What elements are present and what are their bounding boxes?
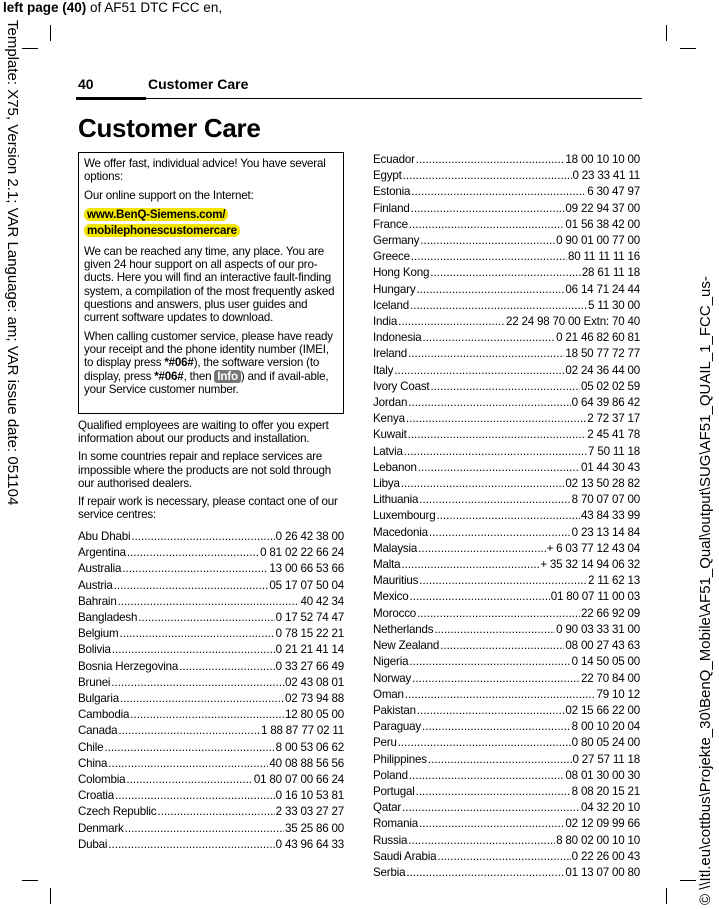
dot-leader [411,249,567,265]
phone-number: 0 90 01 00 77 00 [556,234,640,248]
dot-leader [398,735,571,751]
dot-leader [420,233,555,249]
dot-leader [404,444,587,460]
service-centre-row [373,298,640,314]
dot-leader [130,707,284,723]
phone-number: 8 80 02 00 10 10 [556,833,640,847]
country-name: Argentina [78,546,126,560]
dot-leader [437,849,570,865]
country-name: Mauritius [373,574,419,588]
country-name: Finland [373,201,410,215]
country-name: Ireland [373,347,408,361]
service-centre-list-right [373,152,640,881]
country-name: Paraguay [373,720,422,734]
service-centre-row [373,525,640,541]
dot-leader [406,411,586,427]
dot-leader [418,460,580,476]
country-name: Croatia [78,789,114,803]
dot-leader [104,740,274,756]
dot-leader [112,642,275,658]
country-name: Dubai [78,837,108,851]
phone-number: 0 21 46 82 60 81 [556,331,640,345]
phone-number: 8 70 07 07 00 [571,493,640,507]
country-name: Serbia [373,865,406,879]
service-centre-row [373,589,640,605]
country-name: Iceland [373,298,409,312]
dot-leader [131,529,274,545]
phone-number: 40 08 88 56 56 [269,756,344,770]
service-centre-row [373,152,640,168]
service-centre-row [373,330,640,346]
section-title: Customer Care [148,76,249,92]
dot-leader [416,784,571,800]
service-centre-row [373,395,640,411]
dot-leader [138,610,274,626]
service-centre-row [373,411,640,427]
phone-number: 08 00 27 43 63 [565,639,640,653]
crop-mark [666,25,667,41]
support-url[interactable]: www.BenQ-Siemens.com/ mobilephonescustomercare [84,207,338,239]
service-centre-row [78,626,344,642]
service-centre-row [373,865,640,881]
phone-number: 22 66 92 09 [580,606,640,620]
dot-leader [406,865,564,881]
dot-leader [416,152,565,168]
crop-mark [22,880,38,881]
dot-leader [120,626,275,642]
country-name: Mexico [373,590,409,604]
service-centre-row [373,687,640,703]
phone-number: 6 30 47 97 [587,185,640,199]
service-centre-row [78,610,344,626]
country-name: Malta [373,558,401,572]
service-centre-row [78,675,344,691]
phone-number: 12 80 05 00 [284,708,344,722]
phone-number: 0 27 57 11 18 [572,752,640,766]
support-info-box [78,152,344,414]
page-number: 40 [78,76,94,92]
phone-number: 2 33 03 27 27 [275,805,344,819]
service-centre-row [373,314,640,330]
service-centre-row [373,363,640,379]
phone-number: 8 08 20 15 21 [571,784,640,798]
country-name: Latvia [373,444,403,458]
country-name: Luxembourg [373,509,436,523]
phone-number: 0 26 42 38 00 [275,530,344,543]
phone-number: 0 64 39 86 42 [571,396,640,410]
phone-number: 0 90 03 33 31 00 [556,622,640,636]
service-centre-row [78,691,344,707]
country-name: Chile [78,740,104,754]
phone-number: 01 80 07 11 00 03 [550,590,640,604]
service-centre-row [373,168,640,184]
phone-number: 01 44 30 43 [580,460,640,474]
dot-leader [401,557,539,573]
service-centre-row [373,833,640,849]
phone-number: 01 80 07 00 66 24 [253,773,344,787]
phone-number: 02 12 09 99 66 [565,817,640,831]
dot-leader [403,168,572,184]
service-centre-row [373,265,640,281]
country-name: Brunei [78,675,111,689]
service-centre-row [78,659,344,675]
phone-number: 0 14 50 05 00 [571,655,640,669]
dot-leader [108,756,268,772]
dot-leader [430,379,580,395]
phone-number: 02 43 08 01 [284,675,344,689]
dot-leader [412,671,580,687]
country-name: Philippines [373,752,427,766]
country-name: Qatar [373,801,401,815]
country-name: Canada [78,724,118,738]
phone-number: 18 00 10 10 00 [565,153,640,166]
phone-number: 2 45 41 78 [587,428,640,442]
dot-leader [122,561,268,577]
dot-leader [408,833,555,849]
service-centre-row [373,541,640,557]
template-info-margin: Template: X75, Version 2.1; VAR Language: am; VAR issue date: 051104 [4,20,21,506]
service-centre-row [373,735,640,751]
phone-number: + 35 32 14 94 06 32 [540,558,640,572]
country-name: Belgium [78,627,119,641]
body-paragraph: Qualified employees are waiting to offer you expert information about our products and installation. [78,419,329,446]
service-centre-row [78,545,344,561]
country-name: China [78,756,108,770]
service-centre-row [373,703,640,719]
phone-number: 04 32 20 10 [580,801,640,815]
service-centre-row [373,768,640,784]
country-name: Norway [373,671,412,685]
phone-number: 02 13 50 28 82 [565,477,640,491]
dot-leader [125,821,284,837]
phone-number: 5 11 30 00 [588,298,640,312]
phone-number: 02 15 66 22 00 [565,703,640,717]
crop-mark [680,880,696,881]
phone-number: 01 56 38 42 00 [565,217,640,231]
country-name: Hungary [373,282,416,296]
service-centre-row [373,719,640,735]
country-name: New Zealand [373,639,440,653]
service-centre-row [373,849,640,865]
country-name: Saudi Arabia [373,849,437,863]
country-name: Libya [373,477,400,491]
service-centre-row [373,233,640,249]
phone-number: 0 17 52 74 47 [275,611,344,625]
box-paragraph-imei: When calling customer service, please have ready your receipt and the phone identity number (IMEI, to display press *#06#), the software version (to display, press *#06#, then Info ) and if avail-able, your Service customer number. [84,329,333,396]
dot-leader [419,573,587,589]
country-name: Egypt [373,169,402,183]
service-centre-row [78,578,344,594]
country-name: Kenya [373,412,405,426]
country-name: Denmark [78,821,124,835]
country-name: Hong Kong [373,266,430,280]
dot-leader [409,217,565,233]
country-name: Malaysia [373,541,418,555]
phone-number: 2 72 37 17 [587,412,640,426]
phone-number: 06 14 71 24 44 [565,282,640,296]
phone-number: 1 88 87 77 02 11 [261,724,344,738]
box-paragraph: Our online support on the Internet: [84,188,254,202]
country-name: Oman [373,687,404,701]
country-name: Greece [373,250,410,264]
dot-leader [436,508,580,524]
country-name: Russia [373,833,408,847]
dot-leader [111,675,284,691]
service-centre-row [373,184,640,200]
country-name: Australia [78,562,122,576]
dot-leader [411,184,586,200]
service-centre-row [373,476,640,492]
country-name: Italy [373,363,394,377]
country-name: Lebanon [373,460,417,474]
service-centre-row [78,804,344,820]
country-name: Bulgaria [78,692,119,706]
dot-leader [157,804,274,820]
crop-mark [50,888,51,904]
service-centre-row [373,784,640,800]
dot-leader [428,752,572,768]
phone-number: 7 50 11 18 [588,444,640,458]
country-name: Indonesia [373,331,422,345]
dot-leader [430,265,581,281]
service-centre-row [373,622,640,638]
dot-leader [418,541,545,557]
crop-mark [666,888,667,904]
phone-number: 43 84 33 99 [580,509,640,523]
dot-leader [429,525,571,541]
phone-number: 0 80 05 24 00 [571,736,640,750]
dot-leader [408,427,587,443]
service-centre-row [373,427,640,443]
country-name: Romania [373,817,418,831]
body-paragraph: If repair work is necessary, please contact one of our service centres: [78,495,338,522]
dot-leader [419,492,570,508]
service-centre-row [373,638,640,654]
country-name: France [373,217,408,231]
dot-leader [398,314,505,330]
phone-number: 80 11 11 11 16 [568,250,640,264]
phone-number: 40 42 34 [300,594,344,608]
service-centre-row [373,444,640,460]
page-title: Customer Care [78,113,261,143]
country-name: Pakistan [373,703,416,717]
dot-leader [115,788,275,804]
page-source-note: left page (40) of AF51 DTC FCC en, [3,0,223,15]
country-name: India [373,315,398,329]
service-centre-row [78,723,344,739]
phone-number: 0 81 02 22 66 24 [260,546,344,560]
phone-number: 09 22 94 37 00 [565,201,640,215]
body-paragraph: In some countries repair and replace services are impossible where the products are not sold through our authorised dealers. [78,450,331,490]
crop-mark [22,48,38,49]
phone-number: 0 43 96 64 33 [275,837,344,851]
box-paragraph: We offer fast, individual advice! You have several options: [84,157,326,184]
crop-mark [680,48,696,49]
country-name: Morocco [373,606,417,620]
service-centre-row [373,671,640,687]
box-paragraph: We can be reached any time, any place. You are given 24 hour support on all aspects of our pro-ducts. Here you will find an interactive fault-finding system, a compilation of the most frequently asked questions and answers, plus user guides and current software updates to download. [84,244,335,325]
info-softkey: Info [214,370,240,383]
dot-leader [114,578,269,594]
dot-leader [405,687,596,703]
country-name: Jordan [373,396,408,410]
dot-leader [417,606,580,622]
country-name: Bolivia [78,643,111,657]
dot-leader [440,638,564,654]
country-name: Ivory Coast [373,379,430,393]
phone-number: + 6 03 77 12 43 04 [546,541,640,555]
dot-leader [394,363,564,379]
country-name: Austria [78,578,113,592]
dot-leader [417,703,565,719]
phone-number: 0 22 26 00 43 [571,849,640,863]
service-centre-row [373,249,640,265]
dot-leader [179,659,275,675]
file-path-margin: © \\Itl.eu\cottbus\Projekte_30\BenQ_Mobile\AF51_Qual\output\SUG\AF51_QUAIL_1_FCC_us- [697,276,714,905]
header-rule-thin [146,98,642,99]
dot-leader [118,723,260,739]
service-centre-row [373,201,640,217]
intro-text [78,419,348,526]
dot-leader [408,395,570,411]
service-centre-row [373,346,640,362]
dot-leader [410,589,550,605]
dot-leader [416,282,564,298]
dot-leader [118,594,300,610]
service-centre-row [373,217,640,233]
country-name: Nigeria [373,655,409,669]
service-centre-row [373,460,640,476]
dot-leader [126,772,253,788]
country-name: Colombia [78,773,126,787]
service-centre-row [373,752,640,768]
service-centre-row [373,282,640,298]
service-centre-row [373,606,640,622]
country-name: Poland [373,768,408,782]
phone-number: 0 23 33 41 11 [572,169,640,183]
country-name: Ecuador [373,153,415,166]
phone-number: 05 17 07 50 04 [269,578,344,592]
service-centre-row [78,561,344,577]
phone-number: 28 61 11 18 [581,266,640,280]
phone-number: 35 25 86 00 [284,821,344,835]
country-name: Abu Dhabi [78,530,131,543]
phone-number: 8 00 10 20 04 [571,720,640,734]
dot-leader [401,476,565,492]
phone-number: 0 23 13 14 84 [571,525,640,539]
country-name: Czech Republic [78,805,157,819]
country-name: Kuwait [373,428,407,442]
dot-leader [411,201,565,217]
service-centre-row [373,492,640,508]
phone-number: 0 16 10 53 81 [275,789,344,803]
phone-number: 02 24 36 44 00 [565,363,640,377]
service-centre-row [373,816,640,832]
country-name: Estonia [373,185,411,199]
service-centre-row [78,707,344,723]
dot-leader [402,800,580,816]
service-centre-row [373,573,640,589]
phone-number: 79 10 12 [596,687,640,701]
phone-number: 0 21 21 41 14 [275,643,344,657]
phone-number: 8 00 53 06 62 [275,740,344,754]
dot-leader [127,545,259,561]
header-rule-thick [76,97,146,100]
country-name: Cambodia [78,708,130,722]
dot-leader [422,719,571,735]
dot-leader [409,654,570,670]
phone-number: 13 00 66 53 66 [269,562,344,576]
phone-number: 2 11 62 13 [588,574,640,588]
country-name: Lithuania [373,493,419,507]
service-centre-row [78,594,344,610]
service-centre-row [78,529,344,545]
dot-leader [422,330,555,346]
dot-leader [434,622,555,638]
service-centre-row [78,642,344,658]
phone-number: 02 73 94 88 [284,692,344,706]
phone-number: 22 24 98 70 00 Extn: 70 40 [505,315,640,329]
country-name: Macedonia [373,525,428,539]
service-centre-row [78,740,344,756]
dot-leader [408,346,564,362]
dot-leader [410,298,587,314]
service-centre-row [373,508,640,524]
service-centre-row [78,821,344,837]
service-centre-row [373,654,640,670]
phone-number: 0 33 27 66 49 [275,659,344,673]
dot-leader [120,691,284,707]
service-centre-list-left [78,529,344,853]
service-centre-row [373,557,640,573]
phone-number: 0 78 15 22 21 [275,627,344,641]
phone-number: 01 13 07 00 80 [565,865,640,879]
country-name: Bangladesh [78,611,138,625]
country-name: Bahrain [78,594,117,608]
phone-number: 08 01 30 00 30 [565,768,640,782]
service-centre-row [78,772,344,788]
service-centre-row [373,800,640,816]
service-centre-row [78,756,344,772]
service-centre-row [78,788,344,804]
dot-leader [419,816,564,832]
dot-leader [409,768,565,784]
service-centre-row [373,379,640,395]
phone-number: 18 50 77 72 77 [565,347,640,361]
country-name: Portugal [373,784,415,798]
phone-number: 05 02 02 59 [580,379,640,393]
dot-leader [108,837,274,853]
crop-mark [50,25,51,41]
country-name: Peru [373,736,397,750]
country-name: Germany [373,234,420,248]
country-name: Netherlands [373,622,434,636]
phone-number: 22 70 84 00 [580,671,640,685]
service-centre-row [78,837,344,853]
country-name: Bosnia Herzegovina [78,659,179,673]
